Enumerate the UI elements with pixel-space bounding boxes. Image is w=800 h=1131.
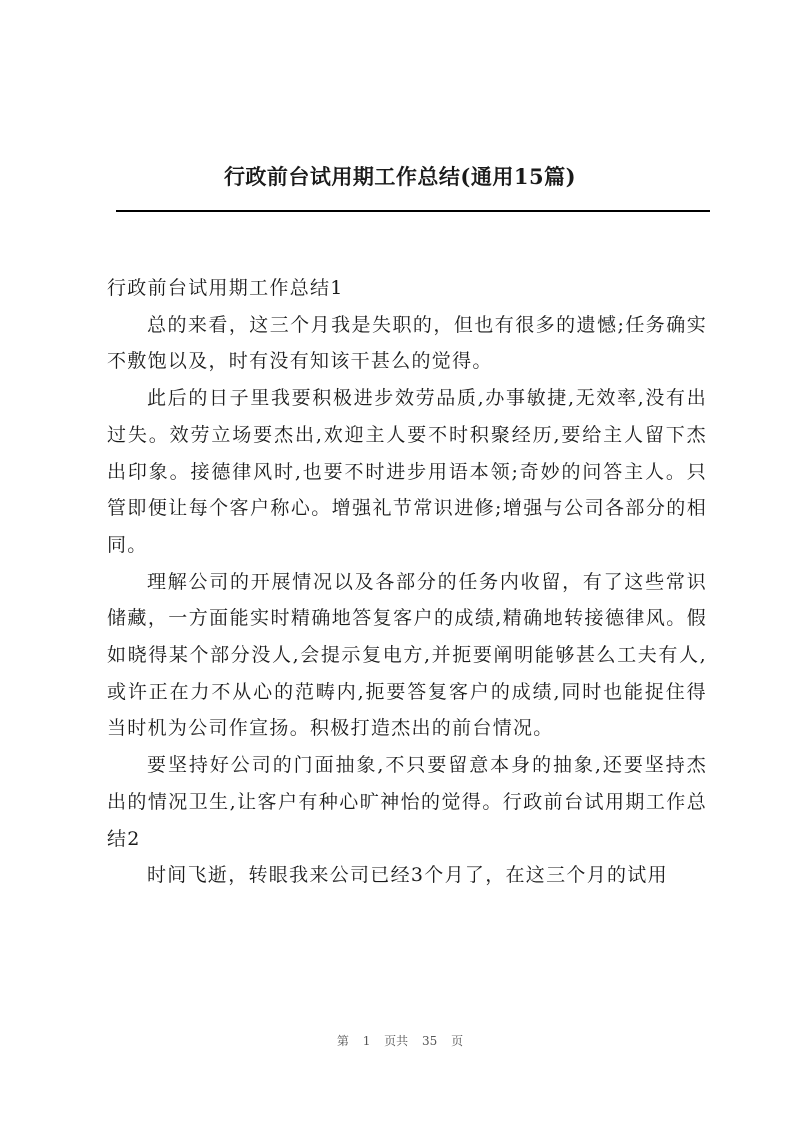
page-number: 1 [362, 1034, 371, 1048]
paragraph: 总的来看，这三个月我是失职的，但也有很多的遗憾;任务确实不敷饱以及，时有没有知该干甚么的觉得。 [107, 313, 707, 373]
footer-prefix: 第 [336, 1034, 349, 1048]
page-total: 35 [422, 1034, 438, 1048]
paragraph: 时间飞逝，转眼我来公司已经3个月了，在这三个月的试用 [147, 864, 668, 887]
title-divider [116, 210, 710, 212]
section-heading: 行政前台试用期工作总结1 [107, 277, 344, 299]
document-title: 行政前台试用期工作总结(通用15篇) [223, 164, 577, 189]
paragraph: 要坚持好公司的门面抽象,不只要留意本身的抽象,还要坚持杰出的情况卫生,让客户有种心旷神怡的觉得。行政前台试用期工作总结2 [107, 754, 707, 850]
page-footer [0, 1032, 800, 1049]
footer-suffix: 页 [451, 1034, 464, 1048]
document-body [107, 270, 707, 894]
paragraph: 此后的日子里我要积极进步效劳品质,办事敏捷,无效率,没有出过失。效劳立场要杰出,欢迎主人要不时积聚经历,要给主人留下杰出印象。接德律风时,也要不时进步用语本领;奇妙的问答主人。只管即便让每个客户称心。增强礼节常识进修;增强与公司各部分的相同。 [107, 387, 707, 556]
footer-middle: 页共 [384, 1034, 409, 1048]
paragraph: 理解公司的开展情况以及各部分的任务内收留，有了这些常识储藏，一方面能实时精确地答复客户的成绩,精确地转接德律风。假如晓得某个部分没人,会提示复电方,并扼要阐明能够甚么工夫有人,或许正在力不从心的范畴内,扼要答复客户的成绩,同时也能捉住得当时机为公司作宣扬。积极打造杰出的前台情况。 [107, 570, 707, 740]
